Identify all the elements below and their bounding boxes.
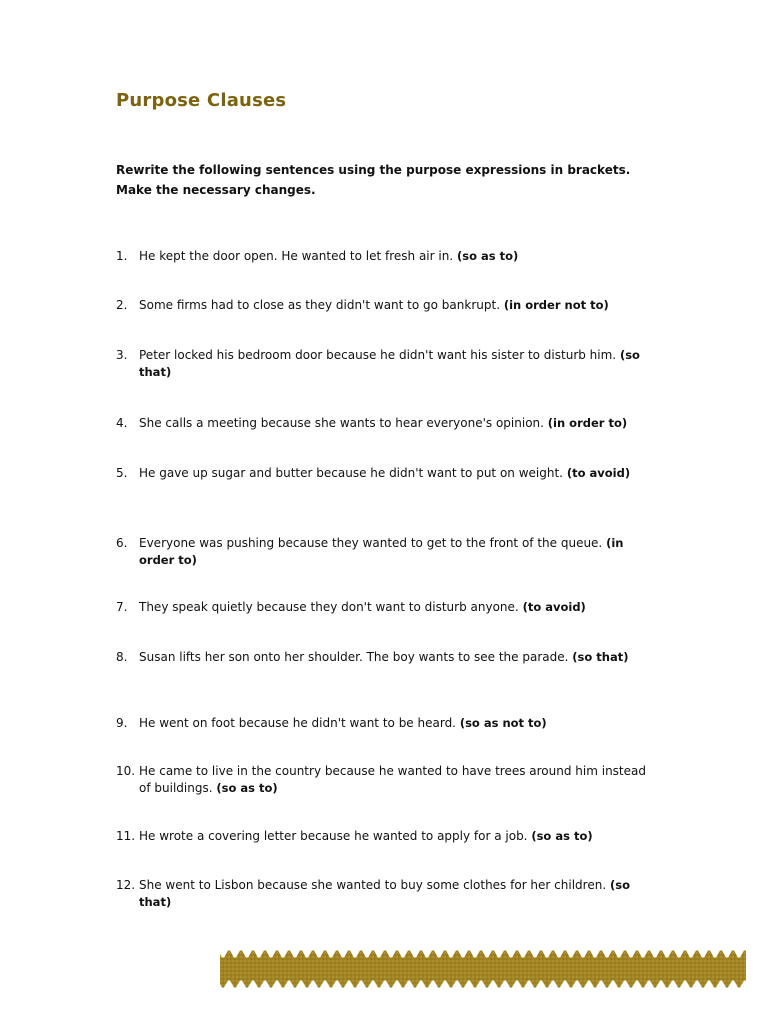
wavy-border-decoration xyxy=(220,948,746,990)
exercise-hint: (in order to) xyxy=(139,536,624,567)
exercise-number: 7. xyxy=(116,600,128,614)
exercise-item xyxy=(116,347,656,381)
exercise-item xyxy=(116,649,656,666)
exercise-number: 10. xyxy=(116,764,136,778)
exercise-sentence: He kept the door open. He wanted to let fresh air in. xyxy=(139,249,454,263)
exercise-hint: (so that) xyxy=(139,878,630,909)
page-title: Purpose Clauses xyxy=(116,90,287,111)
exercise-hint: (to avoid) xyxy=(522,600,586,614)
exercise-hint: (to avoid) xyxy=(566,466,631,480)
exercise-sentence: Susan lifts her son onto her shoulder. The boy wants to see the parade. xyxy=(139,650,569,664)
exercise-hint: (in order to) xyxy=(547,416,628,430)
exercise-item xyxy=(116,877,656,911)
exercise-sentence: They speak quietly because they don't want to disturb anyone. xyxy=(139,600,519,614)
exercise-item xyxy=(116,535,656,569)
exercise-number: 8. xyxy=(116,650,128,664)
exercise-number: 6. xyxy=(116,536,128,550)
exercise-number: 9. xyxy=(116,716,128,730)
exercise-sentence: Everyone was pushing because they wanted to get to the front of the queue. xyxy=(139,536,603,550)
wavy-ribbon xyxy=(220,951,746,988)
exercise-hint: (so as to) xyxy=(531,829,593,843)
exercise-sentence: She calls a meeting because she wants to hear everyone's opinion. xyxy=(139,416,544,430)
exercise-item xyxy=(116,297,656,314)
exercise-item xyxy=(116,465,656,482)
exercise-number: 3. xyxy=(116,348,128,362)
exercise-hint: (so as to) xyxy=(216,781,278,795)
exercise-sentence: She went to Lisbon because she wanted to buy some clothes for her children. xyxy=(139,878,607,892)
exercise-item xyxy=(116,248,656,265)
exercise-hint: (in order not to) xyxy=(503,298,609,312)
exercise-hint: (so that) xyxy=(572,650,629,664)
exercise-item xyxy=(116,415,656,432)
exercise-sentence: He wrote a covering letter because he wanted to apply for a job. xyxy=(139,829,528,843)
exercise-number: 2. xyxy=(116,298,128,312)
exercise-sentence: Peter locked his bedroom door because he didn't want his sister to disturb him. xyxy=(139,348,617,362)
exercise-sentence: He went on foot because he didn't want to be heard. xyxy=(139,716,456,730)
exercise-hint: (so as not to) xyxy=(459,716,547,730)
exercise-sentence: Some firms had to close as they didn't want to go bankrupt. xyxy=(139,298,501,312)
exercise-item xyxy=(116,828,656,845)
instructions-text: Rewrite the following sentences using the purpose expressions in brackets. Make the necessary changes. xyxy=(116,163,631,197)
exercise-number: 11. xyxy=(116,829,136,843)
exercise-number: 5. xyxy=(116,466,128,480)
exercise-item xyxy=(116,715,656,732)
exercise-number: 1. xyxy=(116,249,128,263)
exercise-hint: (so that) xyxy=(139,348,640,379)
exercise-sentence: He gave up sugar and butter because he didn't want to put on weight. xyxy=(139,466,563,480)
exercise-number: 12. xyxy=(116,878,136,892)
exercise-hint: (so as to) xyxy=(456,249,519,263)
exercise-item xyxy=(116,763,656,797)
exercise-item xyxy=(116,599,656,616)
exercise-number: 4. xyxy=(116,416,128,430)
exercise-sentence: He came to live in the country because he wanted to have trees around him instead of buildings. xyxy=(139,764,646,795)
